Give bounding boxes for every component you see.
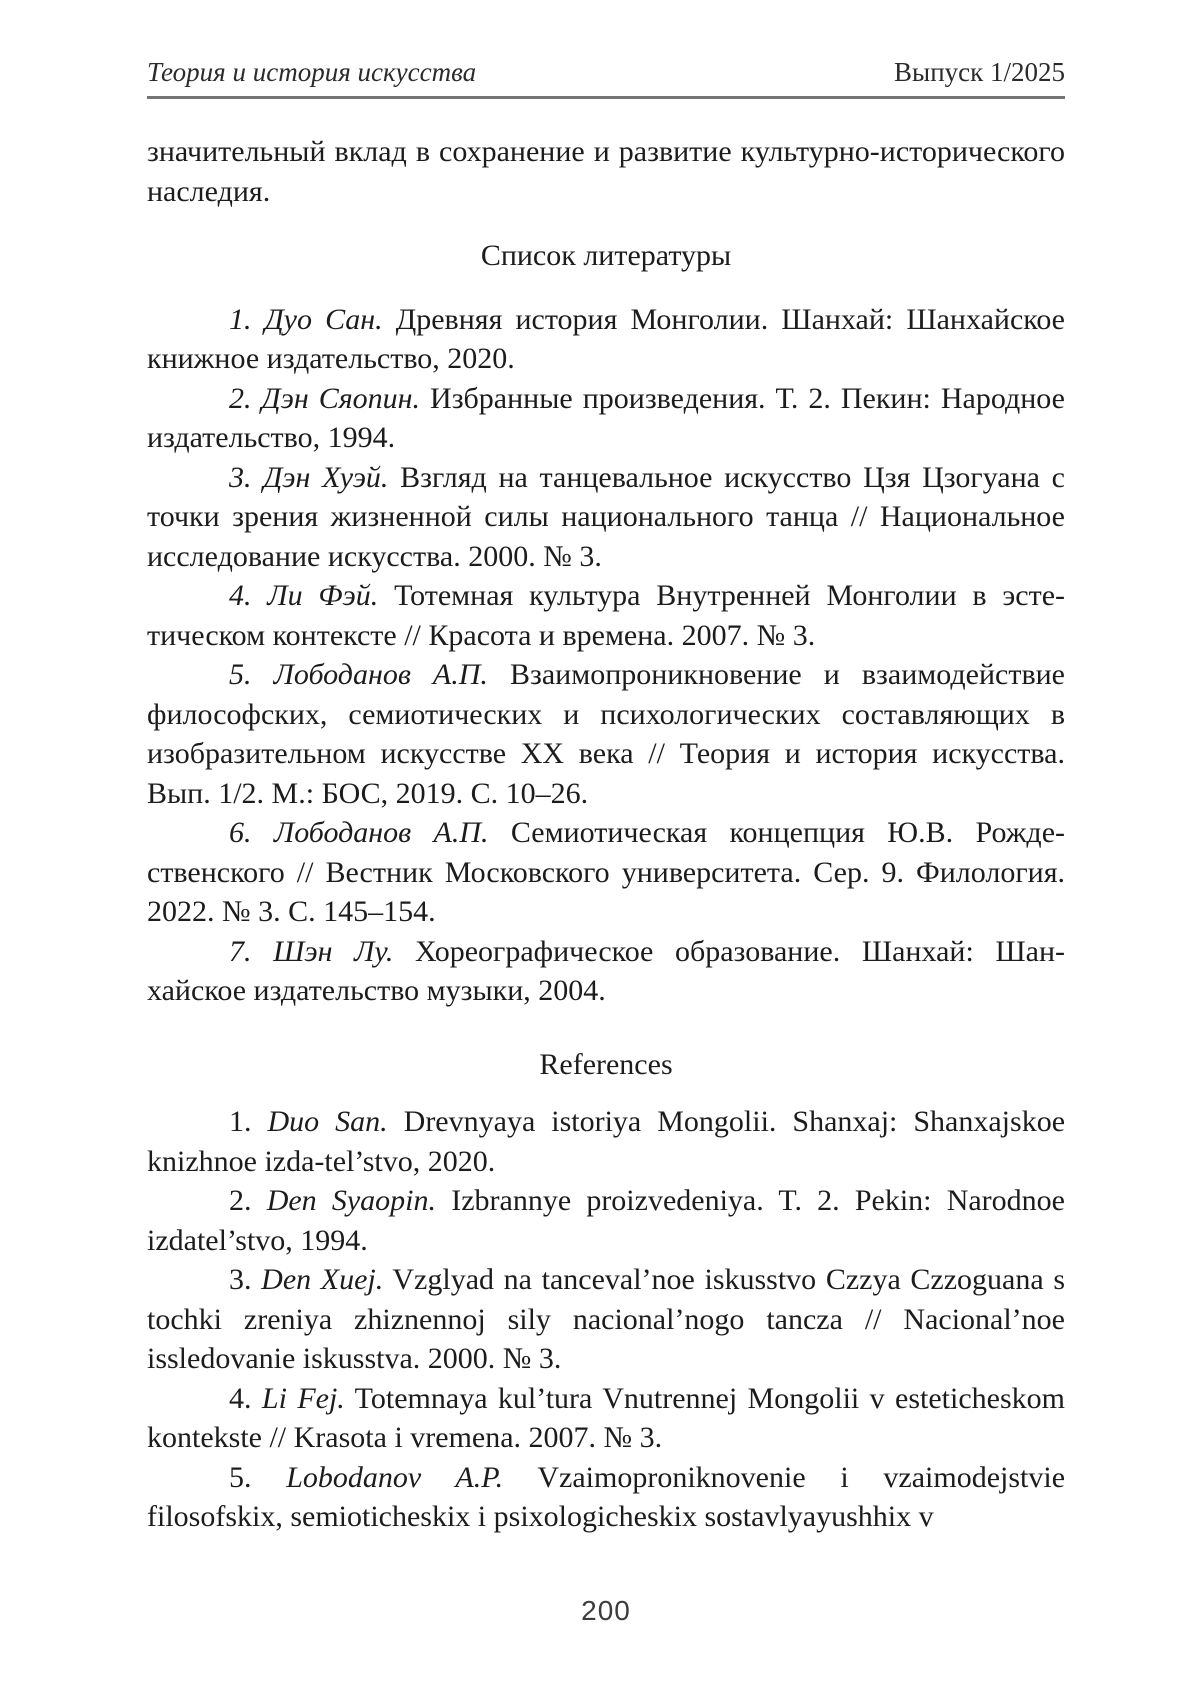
reference-item <box>147 576 1065 655</box>
running-head <box>147 56 1065 88</box>
reference-text: Vzglyad na tanceval’noe iskusstvo Czzya Czzoguana s tochki zreniya zhiznennoj sily nacional’nogo tancza // Nacional’noe issledovanie iskusstva. 2000. № 3. <box>147 1263 1066 1375</box>
reference-author: Лободанов А.П. <box>273 658 488 691</box>
reference-text: Тотемная культура Внутренней Монголии в эстетическом контексте // Красота и времена. 2007. № 3. <box>147 579 1066 652</box>
issue-label: Выпуск 1/2025 <box>894 57 1065 87</box>
reference-text: Totemnaya kul’tura Vnutrennej Mongolii v esteticheskom kontekste // Krasota i vremena. 2007. № 3. <box>147 1381 1065 1454</box>
reference-author: Li Fej. <box>261 1381 345 1415</box>
journal-title: Теория и история искусства <box>147 57 477 87</box>
reference-item <box>147 379 1065 458</box>
reference-item <box>147 655 1065 813</box>
reference-author: Шэн Лу. <box>273 934 394 968</box>
reference-number: 3. <box>229 460 252 494</box>
reference-text: Хореографическое образование. Шанхай: Шанхайское издательство музыки, 2004. <box>147 934 1066 1007</box>
reference-item <box>147 1379 1065 1458</box>
bibliography-list <box>147 300 1065 1011</box>
reference-item <box>147 813 1065 932</box>
reference-number: 2. <box>229 1184 252 1217</box>
reference-author: Lobodanov A.P. <box>286 1460 504 1494</box>
reference-item <box>147 1458 1065 1537</box>
reference-author: Дэн Хуэй. <box>263 460 389 494</box>
reference-author: Лободанов А.П. <box>273 816 489 849</box>
references-heading: References <box>539 1047 673 1081</box>
reference-number: 5. <box>229 658 252 691</box>
reference-item <box>147 1181 1065 1260</box>
reference-item <box>147 1102 1065 1181</box>
references-list <box>147 1102 1065 1537</box>
page-text <box>147 132 1065 1537</box>
reference-number: 1. <box>229 302 252 336</box>
reference-author: Дэн Сяопин. <box>261 381 421 415</box>
reference-number: 7. <box>229 934 252 968</box>
reference-text: Избранные произведения. Т. 2. Пекин: Народное издательство, 1994. <box>147 381 1065 454</box>
reference-item <box>147 300 1065 379</box>
reference-number: 5. <box>229 1460 252 1494</box>
reference-author: Дуо Сан. <box>264 302 383 336</box>
reference-number: 4. <box>229 579 252 612</box>
reference-number: 2. <box>229 381 252 415</box>
reference-number: 3. <box>229 1263 252 1296</box>
header-divider <box>147 96 1065 99</box>
reference-number: 4. <box>229 1381 252 1415</box>
reference-text: Взгляд на танцевальное искусство Цзя Цзогуана с точки зрения жизненной силы национального танца // Национальное исследование искусства. 2000. № 3. <box>147 460 1065 573</box>
reference-item <box>147 1260 1065 1379</box>
intro-paragraph: значительный вклад в сохранение и развитие культурно-исторического наследия. <box>147 135 1065 208</box>
reference-author: Den Syaopin. <box>266 1184 437 1217</box>
reference-number: 6. <box>229 816 252 849</box>
bibliography-heading: Список литературы <box>480 239 732 272</box>
reference-text: Взаимопроникновение и взаимодействие философских, семиотических и психологических составляющих в изобразительном искусстве XX века // Теория и история искусства. Вып. 1/2. М.: БОС, 2019. С. 10–26. <box>147 658 1065 810</box>
reference-text: Vzaimoproniknovenie i vzaimodejstvie filosofskix, semioticheskix i psixologicheskix sostavlyayushhix v <box>147 1460 1066 1533</box>
page-number: 200 <box>581 1595 631 1626</box>
reference-text: Drevnyaya istoriya Mongolii. Shanxaj: Shanxajskoe knizhnoe izda-tel’stvo, 2020. <box>147 1105 1066 1178</box>
reference-author: Duo San. <box>267 1105 388 1138</box>
reference-text: Семиотическая концепция Ю.В. Рождественского // Вестник Московского университета. Сер. 9. Филология. 2022. № 3. С. 145–154. <box>147 816 1066 928</box>
reference-author: Den Xuej. <box>261 1263 384 1296</box>
reference-item <box>147 932 1065 1011</box>
reference-author: Ли Фэй. <box>267 579 379 612</box>
reference-text: Izbrannye proizvedeniya. T. 2. Pekin: Narodnoe izdatel’stvo, 1994. <box>147 1184 1065 1257</box>
reference-number: 1. <box>229 1105 252 1138</box>
reference-item <box>147 458 1065 577</box>
reference-text: Древняя история Монголии. Шанхай: Шанхайское книжное издательство, 2020. <box>147 302 1065 375</box>
